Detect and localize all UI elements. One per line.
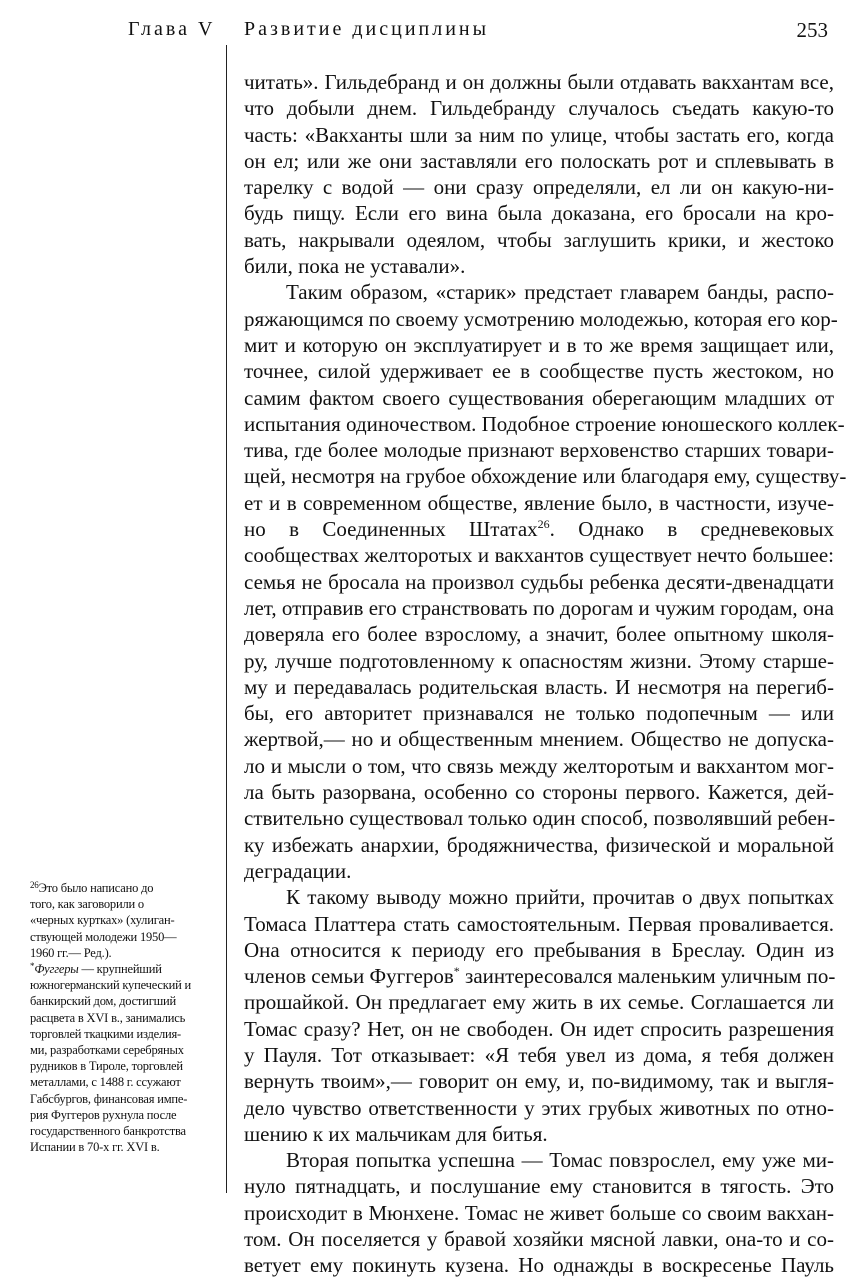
footnote-26-line: 1960 гг.— Ред.).: [30, 945, 112, 960]
text-line: бы, его авторитет признавался не только подопечным — или: [244, 701, 834, 726]
footnote-marker-26: 26: [30, 880, 39, 890]
text-line: том. Он поселяется у бравой хозяйки мясной лавки, она-то и со-: [244, 1227, 834, 1252]
running-header: [0, 18, 854, 48]
text-line: ветует ему покинуть кузена. Но однажды в воскресенье Пауль: [244, 1253, 834, 1278]
margin-notes: [30, 880, 210, 1155]
footnote-text: Это было написано до: [38, 881, 154, 895]
text-line: сообществах желторотых и вакхантов существует нечто большее:: [244, 543, 834, 568]
text-line: у Пауля. Тот отказывает: «Я тебя увел из дома, я тебя должен: [244, 1042, 834, 1067]
text-line: он ел; или же они заставляли его полоскать рот и сплевывать в: [244, 148, 834, 173]
text-line: Томас сразу? Нет, он не свободен. Он идет спросить разрешения: [244, 1016, 834, 1041]
footnote-star-line: торговлей ткацкими изделия-: [30, 1026, 182, 1041]
footnote-26-line: того, как заговорили о: [30, 897, 144, 912]
text-line: ку избежать анархии, бродяжничества, физической и моральной: [244, 832, 834, 857]
text-segment: . Однако в средневековых: [549, 517, 834, 542]
text-line: шению к их мальчикам для битья.: [244, 1121, 548, 1146]
text-segment: заинтересовался маленьким уличным по-: [459, 964, 836, 989]
text-line: ло и мысли о том, что связь между желторотым и вакхантом мог-: [244, 753, 834, 778]
footnote-text: — крупнейший: [78, 962, 162, 977]
text-line-with-ref: [244, 963, 834, 989]
main-text: [244, 69, 847, 1279]
footnote-26-line: ствующей молодежи 1950—: [30, 929, 177, 944]
text-line: самим фактом своего существования оберегающим младших от: [244, 385, 834, 410]
footnote-marker-star: *: [30, 961, 35, 972]
footnote-ref-star: *: [453, 964, 460, 979]
text-line: тива, где более молодые признают верховенство старших товари-: [244, 438, 834, 463]
text-line: щей, несмотря на грубое обхождение или благодаря ему, существу-: [244, 464, 847, 489]
text-line: ет и в современном обществе, явление было, в частности, изуче-: [244, 490, 834, 515]
footnote-star-line: металлами, с 1488 г. ссужают: [30, 1075, 181, 1090]
page-number: 253: [796, 18, 828, 42]
text-line: лет, отправив его странствовать по дорогам и чужим городам, она: [244, 595, 834, 620]
text-line: что добыли днем. Гильдебранду случалось съедать какую-то: [244, 96, 834, 121]
text-line: испытания одиночеством. Подобное строение юношеского коллек-: [244, 411, 845, 436]
paragraph-start: Вторая попытка успешна — Томас повзрослел, ему уже ми-: [286, 1148, 834, 1173]
text-line: читать». Гильдебранд и он должны были отдавать вакхантам все,: [244, 70, 834, 94]
footnote-star-line: рудников в Тироле, торговлей: [30, 1059, 183, 1074]
paragraph-start: К такому выводу можно прийти, прочитав о двух попытках: [286, 885, 834, 910]
text-line: доверяла его более взрослому, а значит, более опытному школя-: [244, 622, 834, 647]
chapter-label: Глава V: [128, 18, 216, 40]
footnote-star-line: государственного банкротства: [30, 1124, 186, 1139]
text-line: тарелку с водой — они сразу определяли, ел ли он какую-ни-: [244, 175, 834, 200]
text-line: семья не бросала на произвол судьбы ребенка десяти-двенадцати: [244, 569, 834, 594]
text-line: Она относится к периоду его пребывания в Бреслау. Один из: [244, 937, 834, 962]
text-line: часть: «Вакханты шли за ним по улице, чтобы застать его, когда: [244, 122, 834, 147]
text-line: происходит в Мюнхене. Томас не живет больше со своим вакхан-: [244, 1200, 834, 1225]
text-line: ряжающимся по своему усмотрению молодежью, которая его кор-: [244, 306, 838, 331]
footnote-star-line: рия Фуггеров рухнула после: [30, 1107, 177, 1122]
text-line: мит и которую он эксплуатирует и в то же время защищает или,: [244, 332, 834, 357]
footnote-26-line: «черных куртках» (хулиган-: [30, 913, 175, 928]
footnote-star-line: Испании в 70-х гг. XVI в.: [30, 1140, 160, 1155]
text-line-with-ref: [244, 516, 834, 542]
text-line: ла быть разорвана, особенно со стороны первого. Кажется, дей-: [244, 780, 834, 805]
footnote-term: Фуггеры: [34, 962, 79, 977]
text-line: били, пока не уставали».: [244, 254, 466, 279]
footnote-star-line: ми, разработками серебряных: [30, 1043, 184, 1058]
text-segment: но в Соединенных Штатах: [244, 517, 538, 542]
footnote-star-line: банкирский дом, достигший: [30, 994, 177, 1009]
footnote-26-line: [30, 880, 210, 896]
footnote-star-line: южногерманский купеческий и: [30, 978, 191, 993]
text-line: деградации.: [244, 858, 352, 883]
footnote-star-line: [30, 961, 210, 977]
text-line: Томаса Платтера стать самостоятельным. Первая проваливается.: [244, 911, 834, 936]
text-line: вернуть твоим»,— говорит он ему, и, по-видимому, так и выгля-: [244, 1069, 834, 1094]
paragraph-start: Таким образом, «старик» предстает главарем банды, распо-: [286, 280, 834, 305]
text-line: будь пищу. Если его вина была доказана, его бросали на кро-: [244, 201, 834, 226]
text-line: му и передавалась родительская власть. И несмотря на перегиб-: [244, 674, 834, 699]
footnote-star-line: расцвета в XVI в., занимались: [30, 1010, 186, 1025]
text-line: вать, накрывали одеялом, чтобы заглушить крики, и жестоко: [244, 227, 834, 252]
text-line: ствительно существовал только один способ, позволявший ребен-: [244, 806, 836, 831]
text-line: ру, лучше подготовленному к опасностям жизни. Этому старше-: [244, 648, 834, 673]
text-line: нуло пятнадцать, и послушание ему становится в тягость. Это: [244, 1174, 834, 1199]
footnote-star-line: Габсбургов, финансовая импе-: [30, 1091, 188, 1106]
margin-rule: [226, 45, 227, 1193]
text-segment: членов семьи Фуггеров: [244, 964, 454, 989]
text-line: жертвой,— но и общественным мнением. Общество не допуска-: [244, 727, 834, 752]
chapter-title: Развитие дисциплины: [244, 18, 490, 40]
text-line: прошайкой. Он предлагает ему жить в их семье. Соглашается ли: [244, 990, 834, 1015]
footnote-ref-26: 26: [537, 517, 550, 532]
text-line: дело чувство ответственности у этих грубых животных по отно-: [244, 1095, 834, 1120]
text-line: точнее, силой удерживает ее в сообществе пусть жестоком, но: [244, 359, 834, 384]
